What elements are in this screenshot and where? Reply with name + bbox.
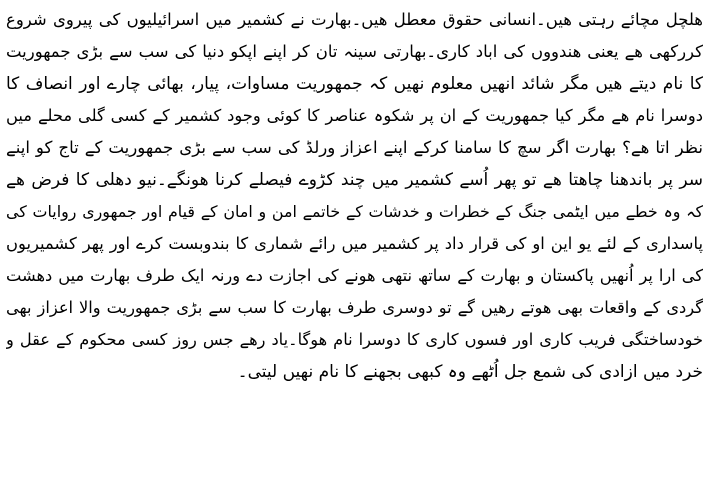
text-line-9: کی ارا پر اُنھیں پاکستان و بھارت کے ساتھ نتھی ھونے کی اجازت دے ورنہ ایک طرف بھارت میں دھشت	[6, 266, 703, 285]
text-line-10: گردی کے واقعات بھی ھوتے رھیں گے تو دوسری طرف بھارت کا سب سے بڑی جمھوریت والا اعزاز بھی	[6, 298, 703, 317]
text-line-5: نظر اتا ھے؟ بھارت اگر سچ کا سامنا کرکے اپنے اعزاز ورلڈ کی سب سے بڑی جمھوریت کے تاج کو اپنے	[6, 138, 703, 157]
text-line-4: دوسرا نام ھے مگر کیا جمھوریت کے ان پر شکوہ عناصر کا کوئی وجود کشمیر کے کسی گلی محلے میں	[6, 106, 703, 125]
text-line-12: خرد میں ازادی کی شمع جل اُٹھے وہ کبھی بجھنے کا نام نھیں لیتی۔	[237, 362, 703, 382]
text-line-3: کا نام دیتے ھیں مگر شائد انھیں معلوم نھیں کہ جمھوریت مساوات، پیار، بھائی چارے اور انصاف کا	[6, 74, 703, 94]
urdu-article-text	[6, 4, 703, 388]
text-line-11: خودساختگی فریب کاری اور فسوں کاری کا دوسرا نام ھوگا۔یاد رھے جس روز کسی محکوم کے عقل و	[6, 330, 703, 349]
text-line-7: کہ وہ خطے میں ایٹمی جنگ کے خطرات و خدشات کے خاتمے امن و امان کے قیام اور جمھوری روایات کی	[6, 202, 703, 221]
text-line-6: سر پر باندھنا چاھتا ھے تو پھر اُسے کشمیر میں چند کڑوے فیصلے کرنا ھونگے۔نیو دھلی کا فرض ھے	[6, 170, 703, 190]
text-line-8: پاسداری کے لئے یو این او کی قرار داد پر کشمیر میں رائے شماری کا بندوبست کرے اور پھر کشمیریوں	[6, 234, 703, 253]
text-line-1: ھلچل مچائے رہتی ھیں۔انسانی حقوق معطل ھیں۔بھارت نے کشمیر میں اسرائیلیوں کی پیروی شروع	[6, 10, 703, 29]
text-line-2: کررکھی ھے یعنی ھندووں کی اباد کاری۔بھارتی سینہ تان کر اپنے اپکو دنیا کی سب سے بڑی جمھوریت	[6, 42, 703, 61]
